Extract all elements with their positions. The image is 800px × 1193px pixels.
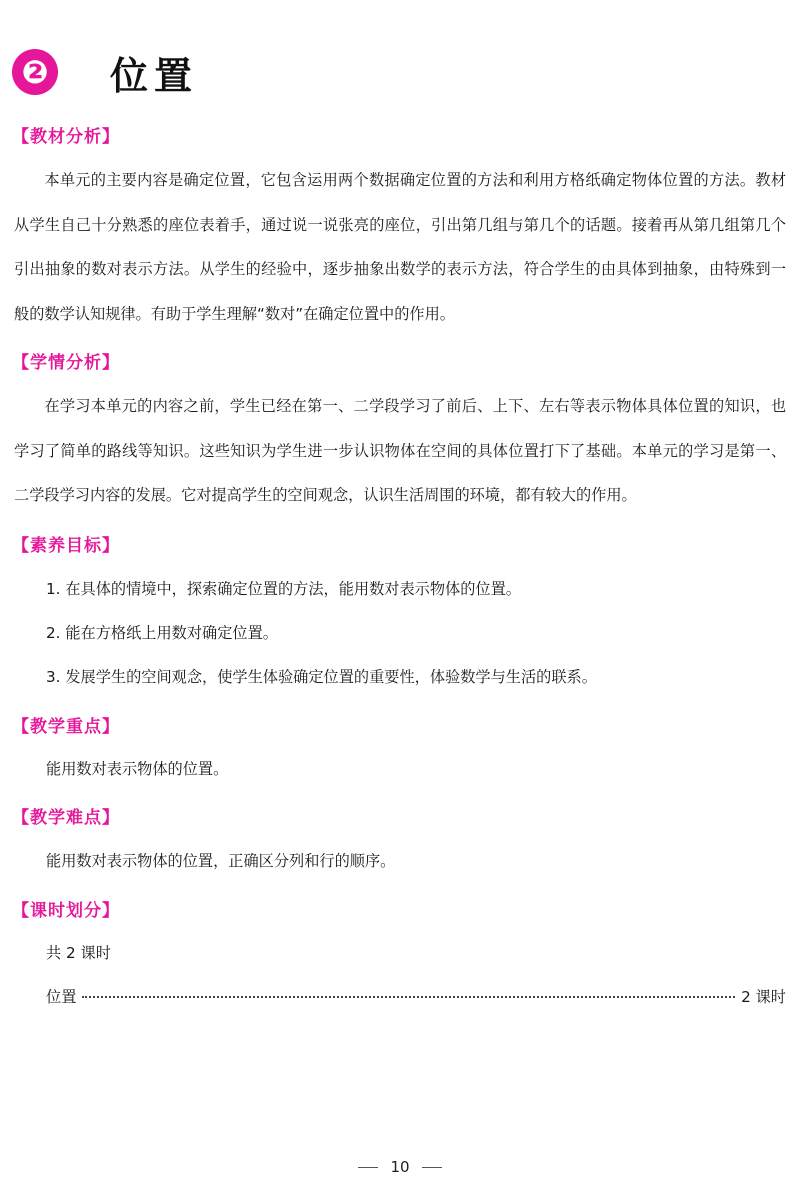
goal-item-3: 3. 发展学生的空间观念，使学生体验确定位置的重要性，体验数学与生活的联系。 <box>46 668 597 686</box>
page-number: 10 <box>390 1158 410 1176</box>
heading-literacy-goals: 【素养目标】 <box>12 536 120 556</box>
dot-leader <box>82 996 735 998</box>
textbook-analysis-body: 本单元的主要内容是确定位置，它包含运用两个数据确定位置的方法和利用方格纸确定物体位置的方法。教材从学生自己十分熟悉的座位表着手，通过说一说张亮的座位，引出第几组与第几个的话题。接着再从第几组第几个引出抽象的数对表示方法。从学生的经验中，逐步抽象出数学的表示方法，符合学生的由具体到抽象，由特殊到一般的数学认知规律。有助于学生理解“数对”在确定位置中的作用。 <box>14 171 786 323</box>
lesson-name: 位置 <box>46 988 77 1006</box>
lesson-hours: 2 课时 <box>741 988 786 1006</box>
unit-title: 位置 <box>110 53 199 98</box>
footer-dash-left <box>358 1167 378 1168</box>
heading-key-points: 【教学重点】 <box>12 717 120 737</box>
unit-number-badge: ❷ <box>12 49 58 95</box>
footer-dash-right <box>422 1167 442 1168</box>
key-points-body: 能用数对表示物体的位置。 <box>46 760 229 778</box>
heading-textbook-analysis: 【教材分析】 <box>12 127 120 147</box>
lesson-plan-total: 共 2 课时 <box>46 944 111 962</box>
heading-lesson-plan: 【课时划分】 <box>12 901 120 921</box>
student-analysis-body: 在学习本单元的内容之前，学生已经在第一、二学段学习了前后、上下、左右等表示物体具体位置的知识，也学习了简单的路线等知识。这些知识为学生进一步认识物体在空间的具体位置打下了基础。本单元的学习是第一、二学段学习内容的发展。它对提高学生的空间观念，认识生活周围的环境，都有较大的作用。 <box>14 397 786 504</box>
lesson-plan-row <box>46 986 786 1007</box>
page-footer <box>0 1158 800 1176</box>
unit-header <box>12 46 198 98</box>
difficult-points-body: 能用数对表示物体的位置，正确区分列和行的顺序。 <box>46 852 396 870</box>
heading-student-analysis: 【学情分析】 <box>12 353 120 373</box>
goal-item-1: 1. 在具体的情境中，探索确定位置的方法，能用数对表示物体的位置。 <box>46 580 521 598</box>
heading-difficult-points: 【教学难点】 <box>12 808 120 828</box>
goal-item-2: 2. 能在方格纸上用数对确定位置。 <box>46 624 278 642</box>
